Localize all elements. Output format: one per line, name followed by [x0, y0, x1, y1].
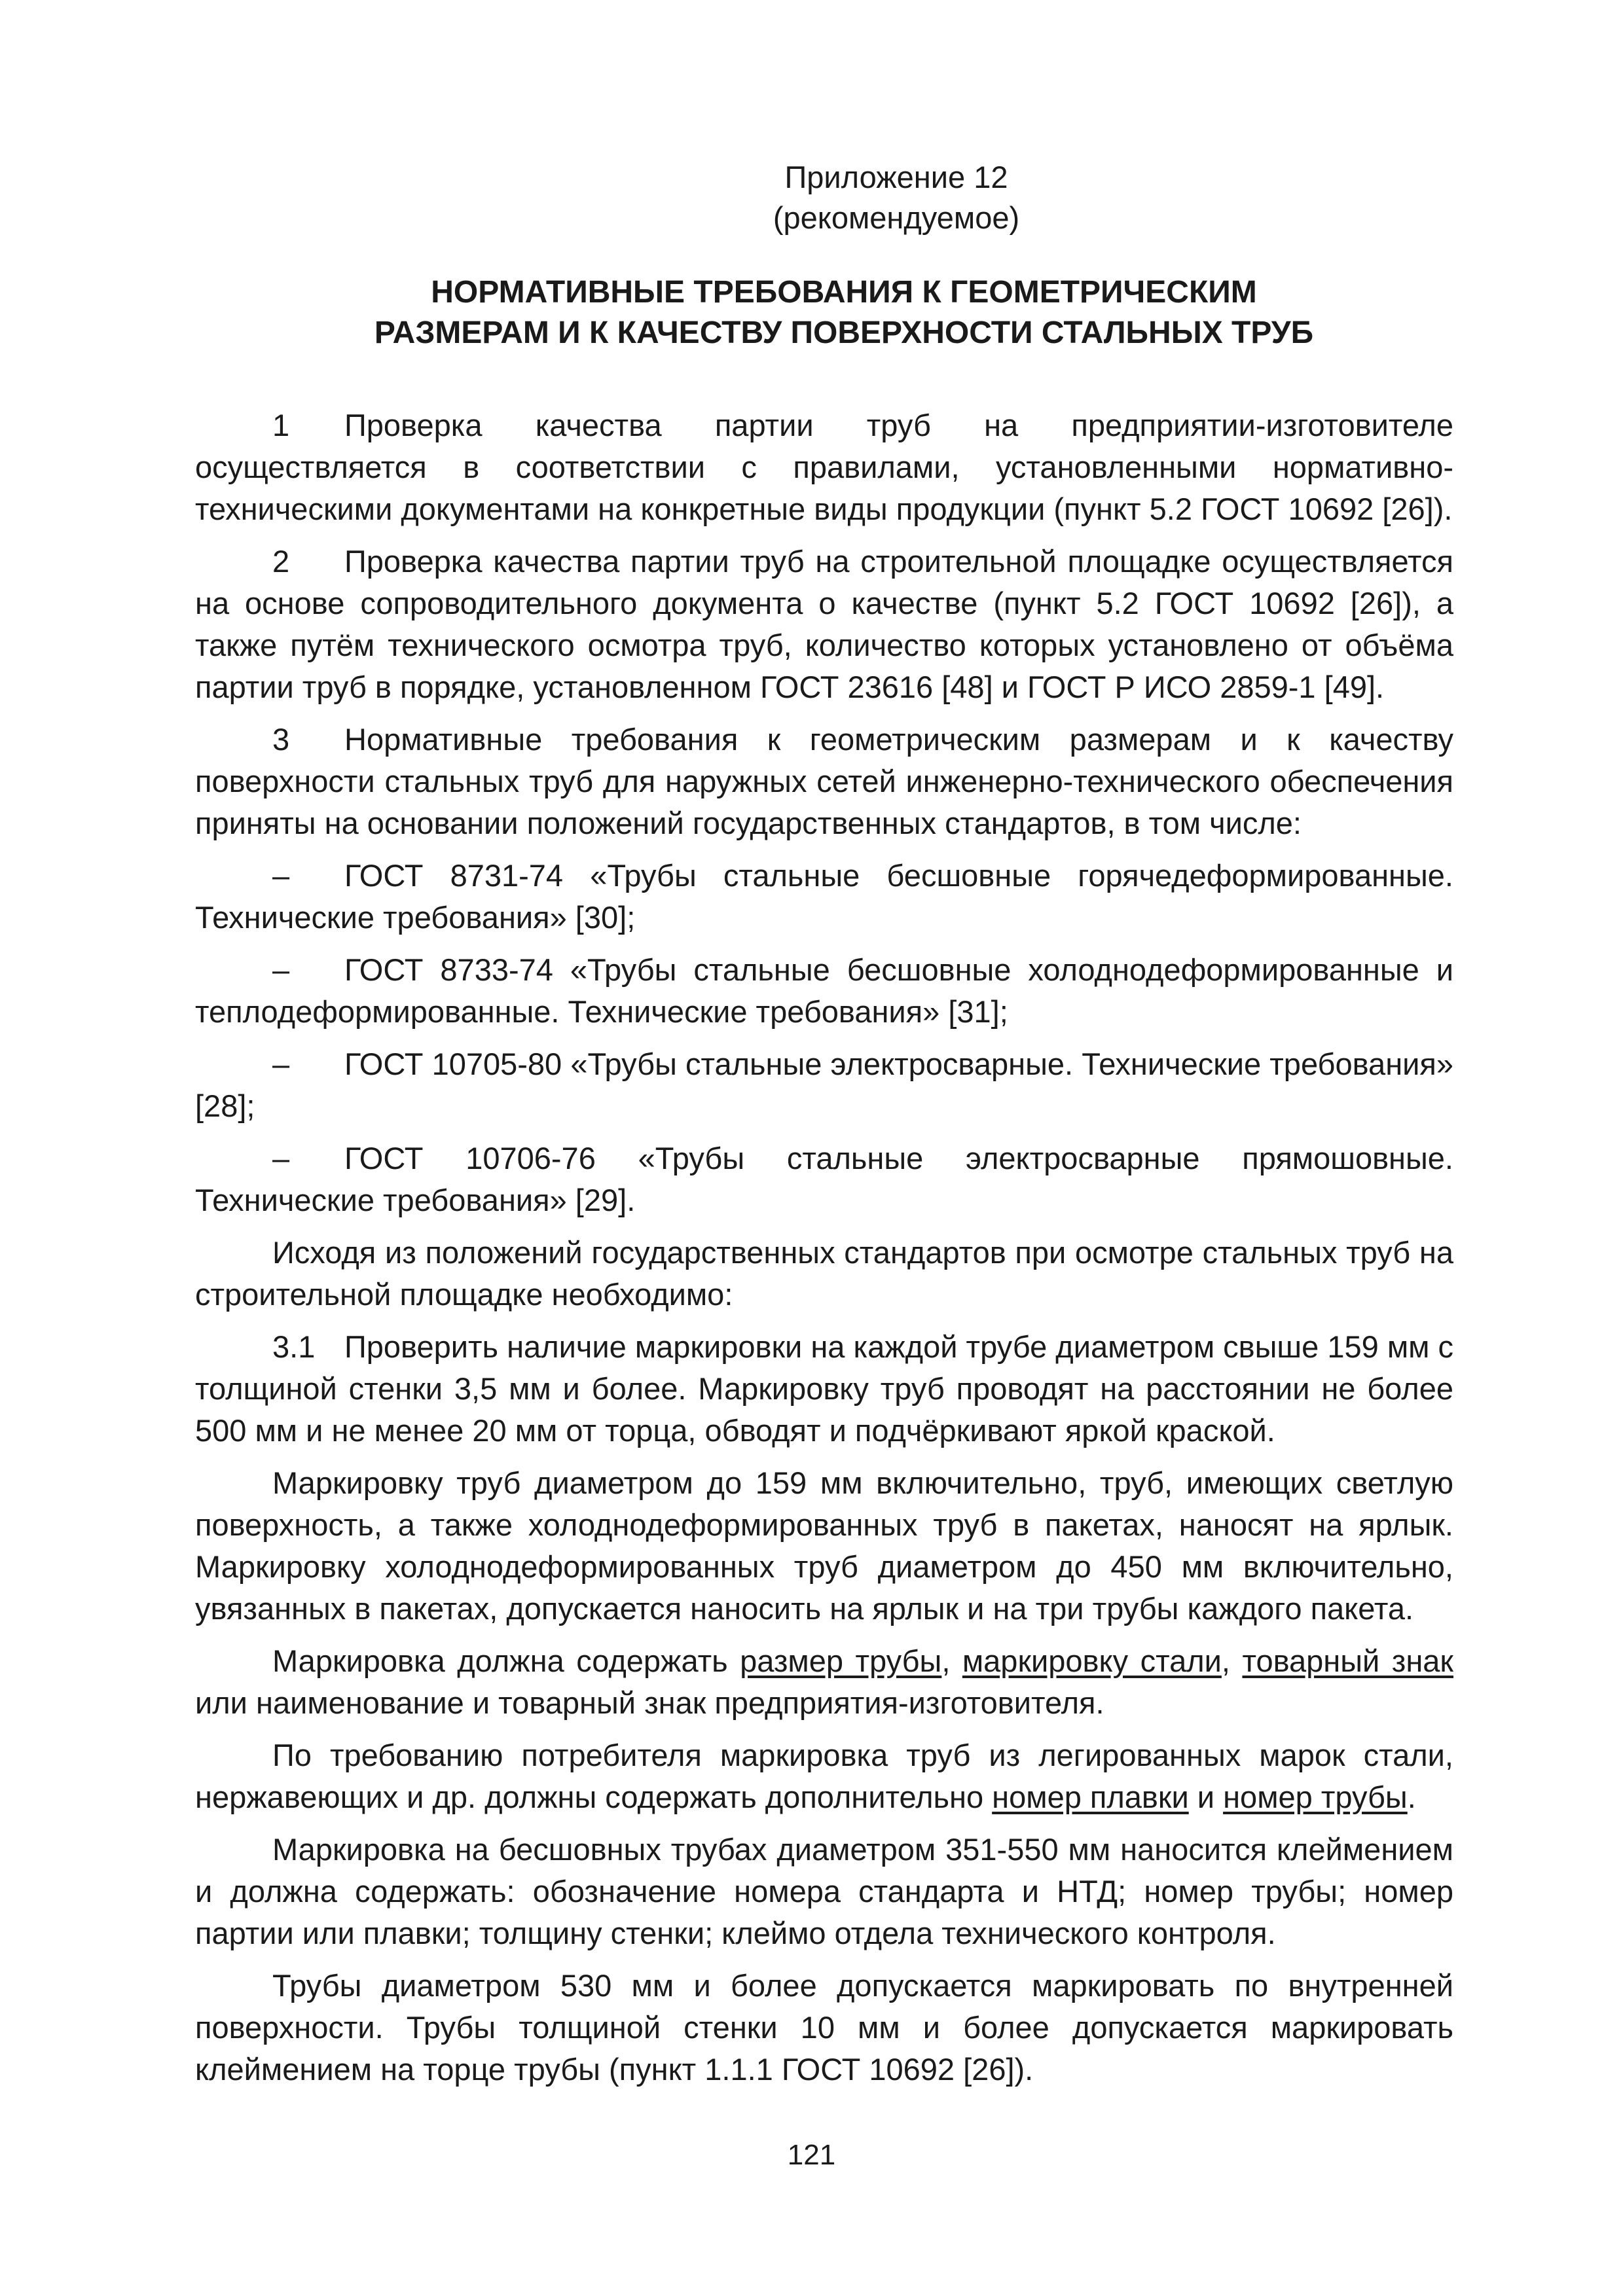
- paragraph-number: 2: [272, 544, 290, 579]
- list-item: [195, 1043, 1453, 1127]
- text-run: ,: [941, 1643, 962, 1678]
- text-column: [195, 157, 1453, 2101]
- title-line-1: НОРМАТИВНЫЕ ТРЕБОВАНИЯ К ГЕОМЕТРИЧЕСКИМ: [431, 275, 1257, 310]
- paragraph-marking-content: [195, 1640, 1453, 1724]
- paragraph-number: 3.1: [272, 1329, 316, 1364]
- paragraph-text: Проверить наличие маркировки на каждой трубе диаметром свыше 159 мм с толщиной стенки 3,5 мм и более. Маркировку труб проводят на расстоянии не более 500 мм и не менее 20 мм от торца, обводят и подчёркивают яркой краской.: [195, 1329, 1453, 1448]
- list-item-text: ГОСТ 8733-74 «Трубы стальные бесшовные холоднодеформированные и теплодеформированные. Технические требования» [31];: [195, 952, 1453, 1029]
- paragraph-number: 3: [272, 722, 290, 757]
- underlined-term: номер плавки: [992, 1780, 1189, 1814]
- paragraph-text: Проверка качества партии труб на предприятии-изготовителе осуществляется в соответствии с правилами, установленными нормативно-техническими документами на конкретные виды продукции (пункт 5.2 ГОСТ 10692 [26]).: [195, 408, 1453, 526]
- title-line-2: РАЗМЕРАМ И К КАЧЕСТВУ ПОВЕРХНОСТИ СТАЛЬНЫХ ТРУБ: [374, 315, 1314, 350]
- paragraph-text: Нормативные требования к геометрическим размерам и к качеству поверхности стальных труб для наружных сетей инженерно-технического обеспечения приняты на основании положений государственных стандартов, в том числе:: [195, 722, 1453, 840]
- text-run: или наименование и товарный знак предприятия-изготовителя.: [195, 1685, 1104, 1720]
- list-item-text: ГОСТ 10706-76 «Трубы стальные электросварные прямошовные. Технические требования» [29].: [195, 1141, 1453, 1217]
- page-number: 121: [787, 2139, 836, 2171]
- list-dash: –: [272, 1047, 290, 1081]
- paragraph-label-marking: Маркировку труб диаметром до 159 мм включительно, труб, имеющих светлую поверхность, а также холоднодеформированных труб в пакетах, наносят на ярлык. Маркировку холоднодеформированных труб диаметром до 450 мм включительно, увязанных в пакетах, допускается наносить на ярлык и на три трубы каждого пакета.: [195, 1465, 1453, 1626]
- underlined-term: маркировку стали: [962, 1643, 1222, 1678]
- appendix-label: Приложение 12: [784, 160, 1008, 194]
- list-item: [195, 949, 1453, 1033]
- list-item-text: ГОСТ 10705-80 «Трубы стальные электросварные. Технические требования» [28];: [195, 1047, 1453, 1123]
- list-dash: –: [272, 858, 290, 893]
- underlined-term: размер трубы: [740, 1643, 942, 1678]
- appendix-type: (рекомендуемое): [773, 200, 1020, 235]
- document-body: [195, 404, 1453, 2090]
- text-run: и: [1188, 1780, 1224, 1814]
- text-run: По требованию потребителя маркировка труб из легированных марок стали, нержавеющих и др. должны содержать дополнительно: [195, 1738, 1453, 1814]
- underlined-term: товарный знак: [1242, 1643, 1453, 1678]
- paragraph-alloy-marking: [195, 1734, 1453, 1818]
- paragraph-seamless-marking: Маркировка на бесшовных трубах диаметром 351-550 мм наносится клеймением и должна содержать: обозначение номера стандарта и НТД; номер трубы; номер партии или плавки; толщину стенки; клеймо отдела технического контроля.: [195, 1832, 1453, 1950]
- list-item: [195, 1138, 1453, 1221]
- list-item-text: ГОСТ 8731-74 «Трубы стальные бесшовные горячедеформированные. Технические требования» [30];: [195, 858, 1453, 935]
- paragraph-2: [195, 541, 1453, 708]
- page-title: [234, 272, 1453, 353]
- text-run: Маркировка должна содержать: [272, 1643, 740, 1678]
- paragraph-3: [195, 719, 1453, 844]
- paragraph-text: Проверка качества партии труб на строительной площадке осуществляется на основе сопроводительного документа о качестве (пункт 5.2 ГОСТ 10692 [26]), а также путём технического осмотра труб, количество которых установлено от объёма партии труб в порядке, установленном ГОСТ 23616 [48] и ГОСТ Р ИСО 2859-1 [49].: [195, 544, 1453, 704]
- text-run: ,: [1221, 1643, 1243, 1678]
- paragraph-inner-marking: Трубы диаметром 530 мм и более допускается маркировать по внутренней поверхности. Трубы толщиной стенки 10 мм и более допускается маркировать клеймением на торце трубы (пункт 1.1.1 ГОСТ 10692 [26]).: [195, 1968, 1453, 2087]
- paragraph-1: [195, 404, 1453, 530]
- paragraph-intro: Исходя из положений государственных стандартов при осмотре стальных труб на строительной площадке необходимо:: [195, 1235, 1453, 1312]
- list-dash: –: [272, 1141, 290, 1175]
- appendix-heading: [339, 157, 1453, 238]
- underlined-term: номер трубы: [1223, 1780, 1408, 1814]
- list-dash: –: [272, 952, 290, 987]
- text-run: .: [1407, 1780, 1416, 1814]
- paragraph-number: 1: [272, 408, 290, 442]
- list-item: [195, 855, 1453, 939]
- paragraph-3-1: [195, 1326, 1453, 1452]
